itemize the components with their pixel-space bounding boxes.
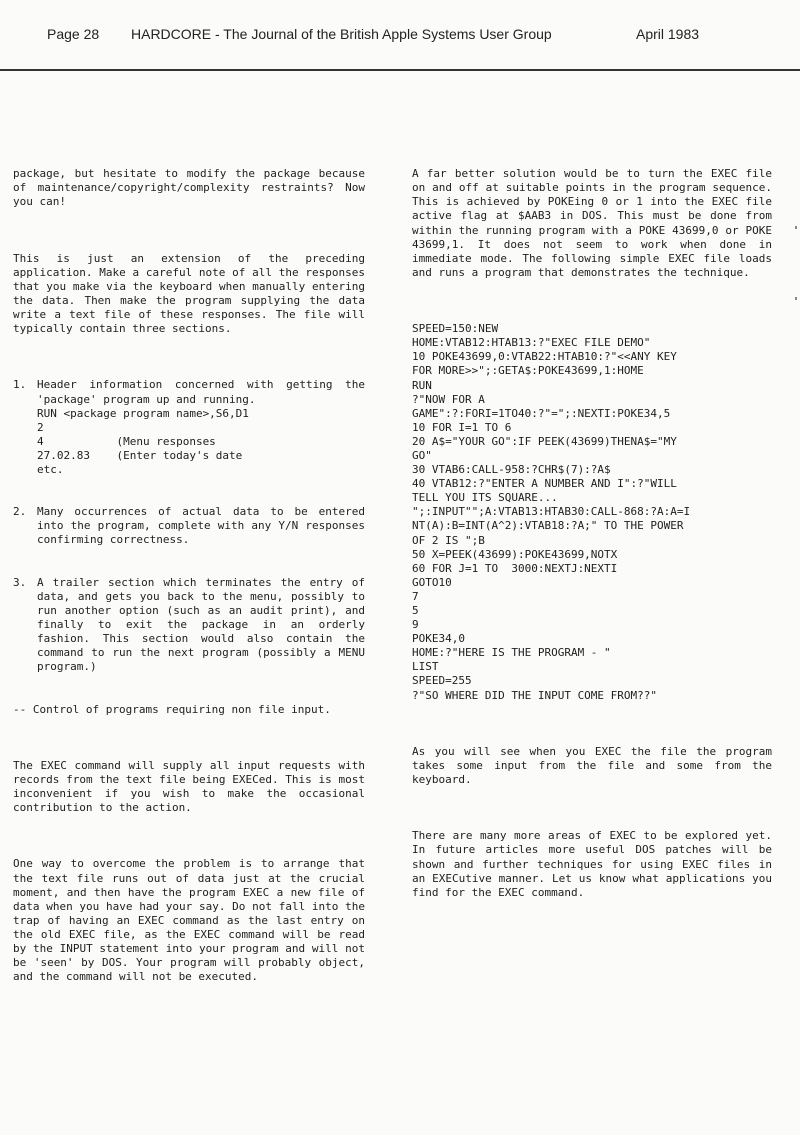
list-item-2 (13, 505, 365, 547)
list-example-lines: RUN <package program name>,S6,D1 2 4 (Menu responses 27.02.83 (Enter today's date etc. (37, 406, 249, 476)
page-header (0, 0, 800, 72)
list-item-1 (13, 378, 365, 477)
left-column (13, 139, 365, 998)
right-paragraph-1: A far better solution would be to turn the EXEC file on and off at suitable points in the program sequence. This is achieved by POKEing 0 or 1 into the EXEC file active flag at $AAB3 in DOS. This must be done from within the running program with a POKE 43699,0 or POKE 43699,1. It does not seem to work when done in immediate mode. The following simple EXEC file loads and runs a program that demonstrates the technique. (412, 167, 772, 279)
code-listing: SPEED=150:NEW HOME:VTAB12:HTAB13:?"EXEC FILE DEMO" 10 POKE43699,0:VTAB22:HTAB10:?"<<ANY KEY FOR MORE>>";:GETA$:POKE43699,1:HOME RUN ?"NOW FOR A GAME":?:FORI=1TO40:?"=";:NEXTI:POKE34,5 10 FOR I=1 TO 6 20 A$="YOUR GO":IF PEEK(43699)THENA$="MY GO" 30 VTAB6:CALL-958:?CHR$(7):?A$ 40 VTAB12:?"ENTER A NUMBER AND I":?"WILL TELL YOU ITS SQUARE... ";:INPUT"";A:VTAB13:HTAB30:CALL-868:?A:A=I NT(A):B=INT(A^2):VTAB18:?A;" TO THE POWER OF 2 IS ";B 50 X=PEEK(43699):POKE43699,NOTX 60 FOR J=1 TO 3000:NEXTJ:NEXTI GOTO10 7 5 9 POKE34,0 HOME:?"HERE IS THE PROGRAM - " LIST SPEED=255 ?"SO WHERE DID THE INPUT COME FROM??" (412, 322, 691, 702)
right-paragraph-2: As you will see when you EXEC the file the program takes some input from the file and some from the keyboard. (412, 744, 772, 787)
left-paragraph-3: The EXEC command will supply all input requests with records from the text file being EXECed. This is most inconvenient if you wish to make the occasional contribution to the action. (13, 758, 365, 815)
margin-mark (795, 226, 797, 229)
header-rule (0, 69, 800, 71)
right-column (412, 139, 772, 914)
list-number-1: 1. (13, 378, 27, 392)
right-paragraph-3: There are many more areas of EXEC to be explored yet. In future articles more useful DOS patches will be shown and further techniques for using EXEC files in an EXECutive manner. Let us know what applications you find for the EXEC command. (412, 829, 772, 899)
journal-title: HARDCORE - The Journal of the British Apple Systems User Group (131, 26, 552, 42)
list-number-2: 2. (13, 505, 27, 519)
margin-mark (795, 297, 797, 300)
list-text-1: Header information concerned with getting the 'package' program up and running. (37, 378, 365, 406)
issue-date: April 1983 (636, 26, 700, 42)
left-paragraph-2: This is just an extension of the preceding application. Make a careful note of all the responses that you make via the keyboard when manually entering the data. Then make the program supplying the data write a text file of these responses. The file will typically contain three sections. (13, 251, 365, 336)
list-text-3: A trailer section which terminates the entry of data, and gets you back to the menu, possibly to run another option (such as an audit print), and finally to exit the package in an orderly fashion. This section would also contain the command to run the next program (possibly a MENU program.) (37, 575, 365, 674)
list-text-2: Many occurrences of actual data to be entered into the program, complete with any Y/N responses confirming correctness. (37, 505, 365, 547)
left-paragraph-4: One way to overcome the problem is to arrange that the text file runs out of data just at the crucial moment, and then have the program EXEC a new file of data when you have had your say. Do not fall into the trap of having an EXEC command as the last entry on the old EXEC file, as the EXEC command will be read by the INPUT statement into your program and will not be 'seen' by DOS. Your program will probably object, and the command will not be executed. (13, 857, 365, 984)
page-number: Page 28 (47, 26, 100, 42)
list-item-3 (13, 576, 365, 675)
list-number-3: 3. (13, 575, 27, 589)
dash-note: -- Control of programs requiring non file input. (13, 702, 331, 716)
left-paragraph-1: package, but hesitate to modify the package because of maintenance/copyright/complexity restraints? Now you can! (13, 167, 365, 209)
